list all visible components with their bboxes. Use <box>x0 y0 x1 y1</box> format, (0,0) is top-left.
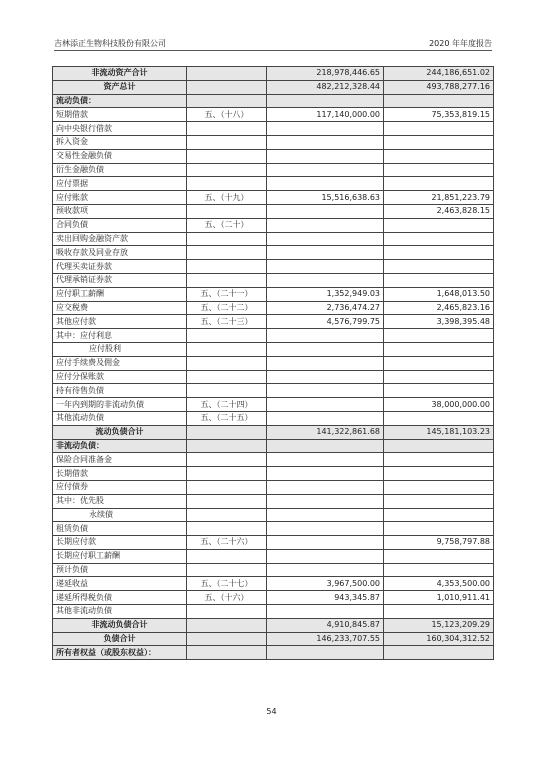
prior-period-cell <box>384 260 494 274</box>
item-cell: 长期应付款 <box>53 536 187 550</box>
prior-period-cell: 15,123,209.29 <box>384 618 494 632</box>
item-cell: 吸收存款及同业存放 <box>53 246 187 260</box>
current-period-cell <box>267 163 384 177</box>
note-cell <box>187 149 267 163</box>
table-row <box>53 646 494 660</box>
table-row <box>53 494 494 508</box>
balance-sheet-table <box>52 66 494 660</box>
note-cell <box>187 260 267 274</box>
table-row <box>53 508 494 522</box>
table-row <box>53 80 494 94</box>
table-row <box>53 425 494 439</box>
note-cell <box>187 80 267 94</box>
current-period-cell: 943,345.87 <box>267 591 384 605</box>
item-cell: 长期应付职工薪酬 <box>53 549 187 563</box>
item-cell: 递延收益 <box>53 577 187 591</box>
table-row <box>53 108 494 122</box>
item-cell: 应付账款 <box>53 191 187 205</box>
prior-period-cell <box>384 177 494 191</box>
note-cell <box>187 356 267 370</box>
note-cell: 五、（二十二） <box>187 301 267 315</box>
prior-period-cell <box>384 605 494 619</box>
prior-period-cell <box>384 411 494 425</box>
prior-period-cell <box>384 218 494 232</box>
item-cell: 租赁负债 <box>53 522 187 536</box>
note-cell <box>187 494 267 508</box>
note-cell: 五、（二十一） <box>187 287 267 301</box>
prior-period-cell: 2,463,828.15 <box>384 204 494 218</box>
item-cell: 卖出回购金融资产款 <box>53 232 187 246</box>
current-period-cell: 4,576,799.75 <box>267 315 384 329</box>
item-cell: 其中：优先股 <box>53 494 187 508</box>
current-period-cell <box>267 218 384 232</box>
note-cell <box>187 384 267 398</box>
note-cell: 五、（二十六） <box>187 536 267 550</box>
current-period-cell <box>267 204 384 218</box>
prior-period-cell: 244,186,651.02 <box>384 67 494 81</box>
table-row <box>53 618 494 632</box>
prior-period-cell <box>384 646 494 660</box>
current-period-cell <box>267 439 384 453</box>
note-cell: 五、（二十） <box>187 218 267 232</box>
note-cell: 五、（十六） <box>187 591 267 605</box>
item-cell: 永续债 <box>53 508 187 522</box>
table-row <box>53 94 494 108</box>
item-cell: 递延所得税负债 <box>53 591 187 605</box>
company-name: 吉林添正生物科技股份有限公司 <box>54 39 166 48</box>
current-period-cell <box>267 467 384 481</box>
table-row <box>53 563 494 577</box>
item-cell: 保险合同准备金 <box>53 453 187 467</box>
item-cell: 持有待售负债 <box>53 384 187 398</box>
item-cell: 非流动资产合计 <box>53 67 187 81</box>
current-period-cell <box>267 329 384 343</box>
item-cell: 交易性金融负债 <box>53 149 187 163</box>
table-row <box>53 480 494 494</box>
current-period-cell: 117,140,000.00 <box>267 108 384 122</box>
prior-period-cell <box>384 563 494 577</box>
note-cell <box>187 508 267 522</box>
item-cell: 向中央银行借款 <box>53 122 187 136</box>
current-period-cell: 146,233,707.55 <box>267 632 384 646</box>
item-cell: 非流动负债： <box>53 439 187 453</box>
item-cell: 拆入资金 <box>53 135 187 149</box>
table-row <box>53 384 494 398</box>
item-cell: 一年内到期的非流动负债 <box>53 398 187 412</box>
current-period-cell <box>267 494 384 508</box>
item-cell: 应付股利 <box>53 342 187 356</box>
table-row <box>53 301 494 315</box>
prior-period-cell <box>384 439 494 453</box>
current-period-cell <box>267 342 384 356</box>
table-row <box>53 191 494 205</box>
table-row <box>53 342 494 356</box>
table-row <box>53 577 494 591</box>
current-period-cell <box>267 398 384 412</box>
table-row <box>53 591 494 605</box>
prior-period-cell <box>384 342 494 356</box>
prior-period-cell <box>384 246 494 260</box>
prior-period-cell <box>384 232 494 246</box>
current-period-cell <box>267 260 384 274</box>
page-header <box>54 38 492 50</box>
item-cell: 应付手续费及佣金 <box>53 356 187 370</box>
prior-period-cell <box>384 149 494 163</box>
current-period-cell: 1,352,949.03 <box>267 287 384 301</box>
note-cell <box>187 370 267 384</box>
prior-period-cell <box>384 370 494 384</box>
item-cell: 其他应付款 <box>53 315 187 329</box>
prior-period-cell <box>384 135 494 149</box>
current-period-cell <box>267 135 384 149</box>
table-row <box>53 260 494 274</box>
prior-period-cell: 1,648,013.50 <box>384 287 494 301</box>
table-row <box>53 163 494 177</box>
table-body <box>53 67 494 660</box>
current-period-cell <box>267 370 384 384</box>
note-cell <box>187 246 267 260</box>
note-cell <box>187 480 267 494</box>
note-cell <box>187 522 267 536</box>
note-cell <box>187 549 267 563</box>
note-cell <box>187 563 267 577</box>
prior-period-cell: 160,304,312.52 <box>384 632 494 646</box>
current-period-cell <box>267 549 384 563</box>
report-title: 2020 年年度报告 <box>429 39 492 48</box>
current-period-cell <box>267 273 384 287</box>
current-period-cell <box>267 411 384 425</box>
current-period-cell <box>267 522 384 536</box>
current-period-cell <box>267 94 384 108</box>
note-cell <box>187 646 267 660</box>
prior-period-cell <box>384 163 494 177</box>
current-period-cell <box>267 453 384 467</box>
current-period-cell <box>267 149 384 163</box>
current-period-cell <box>267 246 384 260</box>
table-row <box>53 177 494 191</box>
prior-period-cell: 3,398,395.48 <box>384 315 494 329</box>
current-period-cell: 3,967,500.00 <box>267 577 384 591</box>
item-cell: 流动负债： <box>53 94 187 108</box>
prior-period-cell <box>384 494 494 508</box>
prior-period-cell: 75,353,819.15 <box>384 108 494 122</box>
note-cell <box>187 273 267 287</box>
table-row <box>53 549 494 563</box>
prior-period-cell <box>384 273 494 287</box>
prior-period-cell: 4,353,500.00 <box>384 577 494 591</box>
note-cell <box>187 632 267 646</box>
prior-period-cell <box>384 522 494 536</box>
prior-period-cell <box>384 508 494 522</box>
current-period-cell: 15,516,638.63 <box>267 191 384 205</box>
current-period-cell: 141,322,861.68 <box>267 425 384 439</box>
note-cell <box>187 439 267 453</box>
table-row <box>53 632 494 646</box>
item-cell: 资产总计 <box>53 80 187 94</box>
current-period-cell <box>267 536 384 550</box>
item-cell: 应付债券 <box>53 480 187 494</box>
table-row <box>53 246 494 260</box>
note-cell <box>187 94 267 108</box>
note-cell <box>187 177 267 191</box>
item-cell: 所有者权益（或股东权益）： <box>53 646 187 660</box>
current-period-cell <box>267 356 384 370</box>
item-cell: 长期借款 <box>53 467 187 481</box>
item-cell: 负债合计 <box>53 632 187 646</box>
table-row <box>53 439 494 453</box>
table-row <box>53 67 494 81</box>
prior-period-cell <box>384 122 494 136</box>
header-divider <box>54 50 492 51</box>
item-cell: 短期借款 <box>53 108 187 122</box>
note-cell <box>187 467 267 481</box>
item-cell: 代理承销证券款 <box>53 273 187 287</box>
prior-period-cell <box>384 467 494 481</box>
prior-period-cell <box>384 94 494 108</box>
item-cell: 衍生金融负债 <box>53 163 187 177</box>
note-cell <box>187 232 267 246</box>
current-period-cell <box>267 232 384 246</box>
current-period-cell <box>267 605 384 619</box>
note-cell: 五、（十九） <box>187 191 267 205</box>
prior-period-cell: 38,000,000.00 <box>384 398 494 412</box>
current-period-cell <box>267 122 384 136</box>
page-number: 54 <box>266 707 277 716</box>
note-cell <box>187 618 267 632</box>
current-period-cell <box>267 384 384 398</box>
note-cell <box>187 342 267 356</box>
item-cell: 合同负债 <box>53 218 187 232</box>
prior-period-cell <box>384 549 494 563</box>
current-period-cell <box>267 480 384 494</box>
item-cell: 其他流动负债 <box>53 411 187 425</box>
note-cell <box>187 163 267 177</box>
prior-period-cell <box>384 453 494 467</box>
note-cell <box>187 605 267 619</box>
current-period-cell: 4,910,845.87 <box>267 618 384 632</box>
table-row <box>53 273 494 287</box>
table-row <box>53 605 494 619</box>
item-cell: 其他非流动负债 <box>53 605 187 619</box>
current-period-cell: 2,736,474.27 <box>267 301 384 315</box>
table-row <box>53 232 494 246</box>
table-row <box>53 315 494 329</box>
note-cell: 五、（十八） <box>187 108 267 122</box>
prior-period-cell: 493,788,277.16 <box>384 80 494 94</box>
current-period-cell <box>267 563 384 577</box>
table-row <box>53 411 494 425</box>
table-row <box>53 536 494 550</box>
table-row <box>53 149 494 163</box>
note-cell <box>187 329 267 343</box>
note-cell <box>187 453 267 467</box>
current-period-cell <box>267 177 384 191</box>
note-cell: 五、（二十五） <box>187 411 267 425</box>
current-period-cell: 218,978,446.65 <box>267 67 384 81</box>
item-cell: 应交税费 <box>53 301 187 315</box>
prior-period-cell: 1,010,911.41 <box>384 591 494 605</box>
note-cell <box>187 122 267 136</box>
note-cell: 五、（二十七） <box>187 577 267 591</box>
prior-period-cell <box>384 480 494 494</box>
prior-period-cell <box>384 329 494 343</box>
note-cell <box>187 135 267 149</box>
note-cell <box>187 67 267 81</box>
current-period-cell <box>267 646 384 660</box>
item-cell: 应付职工薪酬 <box>53 287 187 301</box>
prior-period-cell: 2,465,823.16 <box>384 301 494 315</box>
prior-period-cell: 145,181,103.23 <box>384 425 494 439</box>
table-row <box>53 135 494 149</box>
table-row <box>53 287 494 301</box>
item-cell: 非流动负债合计 <box>53 618 187 632</box>
item-cell: 代理买卖证券款 <box>53 260 187 274</box>
prior-period-cell <box>384 356 494 370</box>
note-cell <box>187 204 267 218</box>
prior-period-cell <box>384 384 494 398</box>
note-cell: 五、（二十四） <box>187 398 267 412</box>
table-row <box>53 398 494 412</box>
table-row <box>53 204 494 218</box>
item-cell: 应付分保账款 <box>53 370 187 384</box>
table-row <box>53 218 494 232</box>
table-row <box>53 467 494 481</box>
note-cell: 五、（二十三） <box>187 315 267 329</box>
table-row <box>53 329 494 343</box>
item-cell: 预收款项 <box>53 204 187 218</box>
item-cell: 流动负债合计 <box>53 425 187 439</box>
item-cell: 应付票据 <box>53 177 187 191</box>
prior-period-cell: 21,851,223.79 <box>384 191 494 205</box>
table-row <box>53 356 494 370</box>
note-cell <box>187 425 267 439</box>
item-cell: 其中：应付利息 <box>53 329 187 343</box>
current-period-cell: 482,212,328.44 <box>267 80 384 94</box>
item-cell: 预计负债 <box>53 563 187 577</box>
table-row <box>53 453 494 467</box>
table-row <box>53 122 494 136</box>
current-period-cell <box>267 508 384 522</box>
table-row <box>53 370 494 384</box>
table-row <box>53 522 494 536</box>
prior-period-cell: 9,758,797.88 <box>384 536 494 550</box>
